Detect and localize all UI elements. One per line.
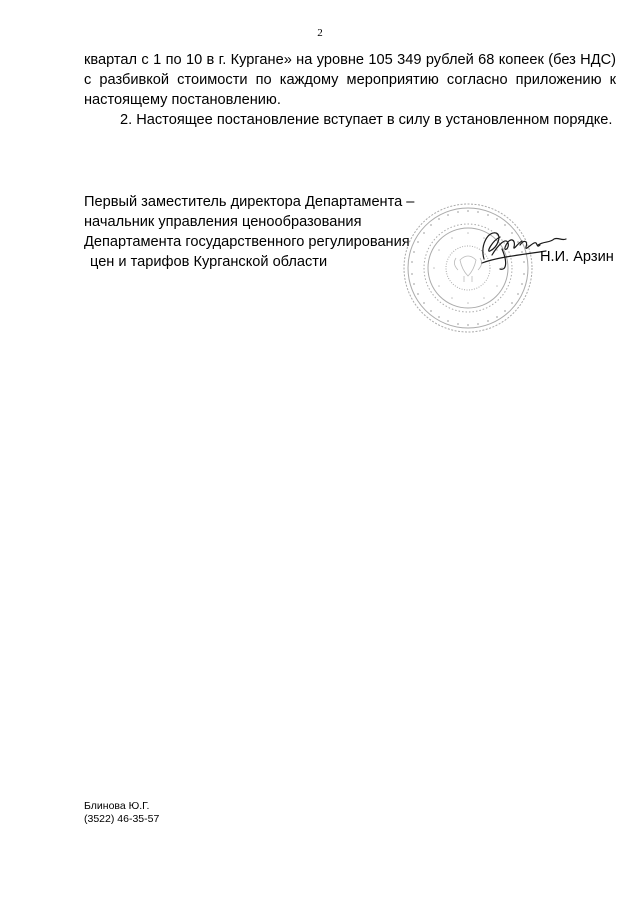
position-line: Департамента государственного регулирования xyxy=(84,234,410,250)
position-line: цен и тарифов Курганской области xyxy=(90,254,328,270)
document-body xyxy=(84,50,616,130)
executor-name: Блинова Ю.Г. xyxy=(84,800,150,812)
position-line: начальник управления ценообразования xyxy=(84,214,362,230)
executor-phone: (3522) 46-35-57 xyxy=(84,813,160,825)
position-line: Первый заместитель директора Департамента – xyxy=(84,194,415,210)
signer-name: Н.И. Арзин xyxy=(540,249,614,265)
paragraph-1-continued: квартал с 1 по 10 в г. Кургане» на уровне 105 349 рублей 68 копеек (без НДС) с разбивкой стоимости по каждому мероприятию согласно приложению к настоящему постановлению. xyxy=(84,52,616,108)
page-number: 2 xyxy=(317,27,323,39)
paragraph-2: 2. Настоящее постановление вступает в силу в установленном порядке. xyxy=(120,112,613,128)
signatory-position xyxy=(84,192,444,272)
executor-info xyxy=(84,800,159,826)
